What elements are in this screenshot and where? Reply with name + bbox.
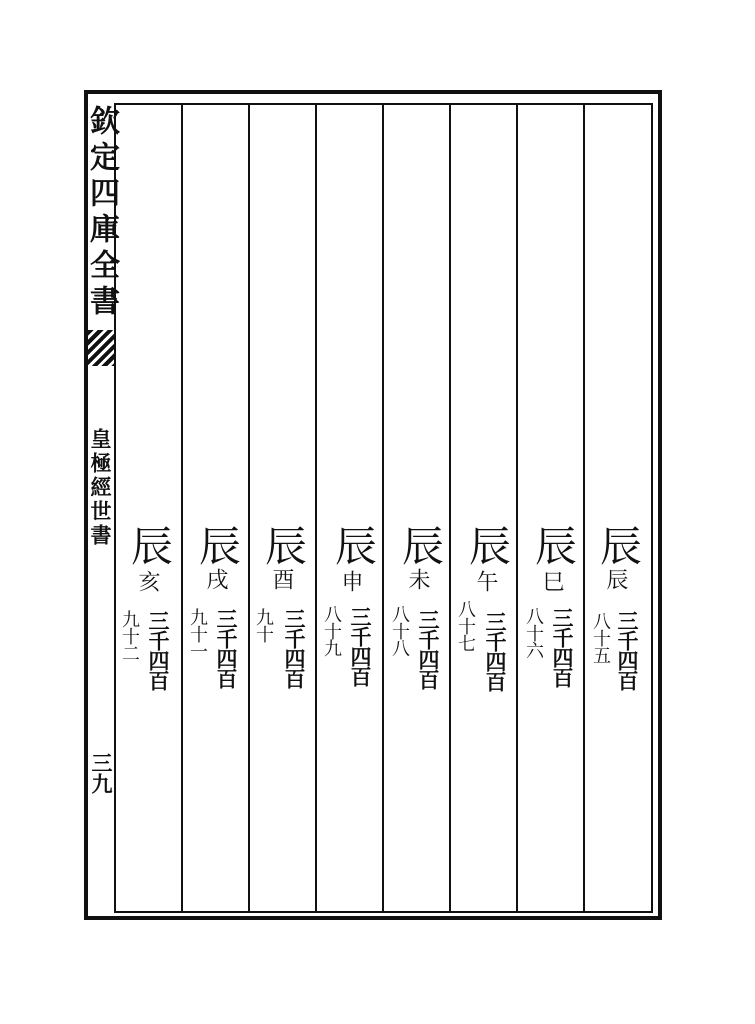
column-ordinal: 九十 [253,608,274,642]
column-branch-char: 申 [338,570,363,592]
column-rule [181,105,183,911]
column-count: 三千四百 [348,606,373,686]
column-branch-char: 辰 [603,568,628,590]
column-ordinal: 九十一 [187,608,208,659]
column-count: 三千四百 [416,609,441,689]
column-branch-char: 巳 [539,570,564,592]
column-ordinal: 八十六 [523,607,544,658]
column-branch-char: 未 [405,568,430,590]
column-count: 三千四百 [615,610,640,690]
column-rule [583,105,585,911]
column-main-char: 辰 [529,524,578,566]
column-ordinal: 八十七 [455,600,476,651]
column-rule [248,105,250,911]
column-count: 三千四百 [146,610,171,690]
column-branch-char: 亥 [135,570,160,592]
column-rule [315,105,317,911]
column-ordinal: 八十八 [389,605,410,656]
column-ordinal: 八十五 [590,612,611,663]
column-count: 三千四百 [282,608,307,688]
column-count: 三千四百 [214,608,239,688]
collection-title: 欽定四庫全書 [84,105,119,321]
column-count: 三千四百 [550,607,575,687]
column-branch-char: 午 [473,570,498,592]
book-title: 皇極經世書 [88,428,113,548]
column-rule [516,105,518,911]
column-rule [382,105,384,911]
column-main-char: 辰 [193,524,242,566]
column-main-char: 辰 [463,524,512,566]
column-main-char: 辰 [329,524,378,566]
column-ordinal: 八十九 [321,605,342,656]
column-main-char: 辰 [259,524,308,566]
column-rule [449,105,451,911]
column-branch-char: 酉 [269,568,294,590]
column-branch-char: 戌 [203,568,228,590]
column-ordinal: 九十二 [119,610,140,661]
fish-tail-mark [88,330,114,366]
column-count: 三千四百 [483,611,508,691]
page-number: 三九 [89,752,114,794]
column-main-char: 辰 [594,524,643,566]
column-main-char: 辰 [396,524,445,566]
column-main-char: 辰 [125,524,174,566]
